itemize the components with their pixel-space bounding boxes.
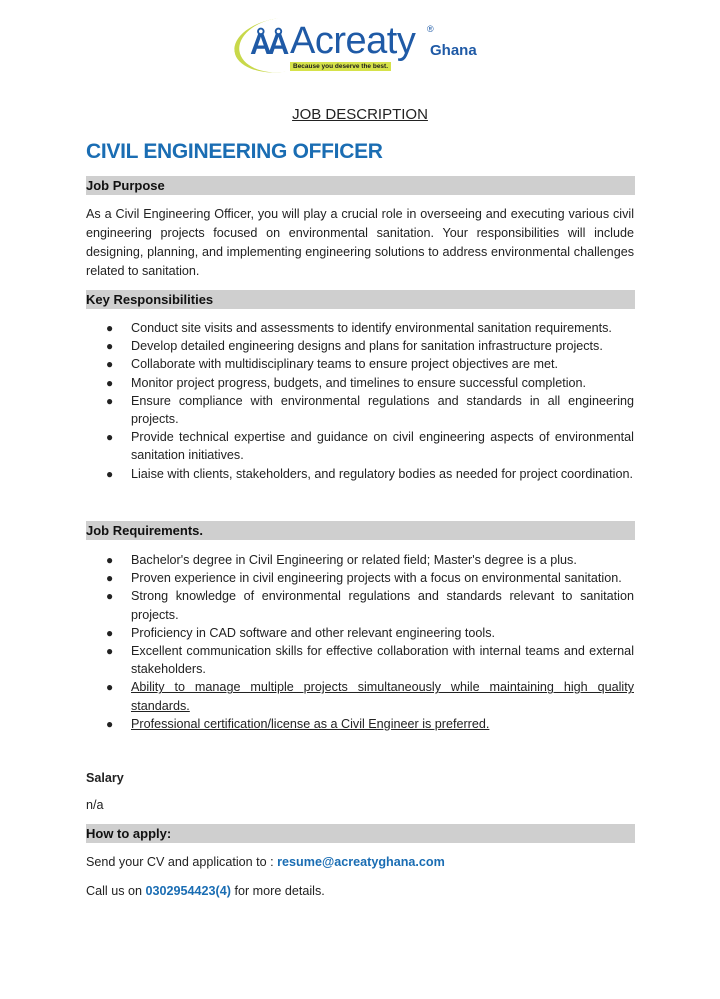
job-title: CIVIL ENGINEERING OFFICER — [86, 140, 383, 163]
section-how-to-apply: How to apply: — [86, 824, 635, 843]
list-item — [86, 465, 634, 483]
bullet-icon: ● — [106, 553, 114, 567]
logo-people-icon: ÅÅ — [250, 28, 286, 61]
list-item — [86, 337, 634, 355]
list-item-text: Develop detailed engineering designs and plans for sanitation infrastructure projects. — [131, 339, 603, 354]
section-job-purpose: Job Purpose — [86, 176, 635, 195]
responsibilities-list — [86, 319, 634, 483]
bullet-icon: ● — [106, 625, 114, 640]
list-item-text: Provide technical expertise and guidance on civil engineering aspects of environmental sanitation initiatives. — [131, 430, 634, 463]
list-item — [86, 319, 634, 337]
logo-brand: Acreaty — [290, 20, 416, 62]
section-key-responsibilities: Key Responsibilities — [86, 290, 635, 309]
apply-email-line — [86, 855, 445, 869]
bullet-icon: ● — [106, 339, 114, 354]
logo-region: Ghana — [430, 42, 477, 59]
bullet-icon: ● — [106, 716, 114, 731]
bullet-icon: ● — [106, 430, 114, 445]
list-item-text: Conduct site visits and assessments to identify environmental sanitation requirements. — [131, 321, 612, 335]
list-item — [86, 715, 634, 733]
apply-call-prefix: Call us on — [86, 884, 146, 898]
list-item-text: Liaise with clients, stakeholders, and regulatory bodies as needed for project coordination. — [131, 466, 633, 481]
list-item-text: Professional certification/license as a Civil Engineer is preferred. — [131, 716, 490, 731]
logo-tagline: Because you deserve the best. — [290, 62, 391, 71]
bullet-icon: ● — [106, 589, 114, 604]
salary-label: Salary — [86, 771, 124, 785]
phone-link[interactable]: 0302954423(4) — [145, 884, 231, 898]
list-item-text: Bachelor's degree in Civil Engineering or related field; Master's degree is a plus. — [131, 553, 577, 567]
document-heading: JOB DESCRIPTION — [292, 106, 428, 123]
list-item — [86, 428, 634, 464]
list-item — [86, 392, 634, 428]
bullet-icon: ● — [106, 321, 114, 335]
list-item-text: Strong knowledge of environmental regulations and standards relevant to sanitation projects. — [131, 589, 634, 622]
email-link[interactable]: resume@acreatyghana.com — [277, 855, 445, 869]
bullet-icon: ● — [106, 644, 114, 659]
list-item-text: Proficiency in CAD software and other relevant engineering tools. — [131, 625, 496, 640]
list-item — [86, 551, 634, 569]
list-item — [86, 624, 634, 642]
list-item — [86, 355, 634, 373]
section-job-requirements: Job Requirements. — [86, 521, 635, 540]
list-item-text: Monitor project progress, budgets, and timelines to ensure successful completion. — [131, 375, 587, 390]
list-item-text: Excellent communication skills for effective collaboration with internal teams and external stakeholders. — [131, 644, 634, 677]
list-item-text: Ability to manage multiple projects simultaneously while maintaining high quality standards. — [131, 680, 634, 713]
bullet-icon: ● — [106, 680, 114, 695]
apply-phone-line — [86, 884, 325, 898]
list-item — [86, 678, 634, 714]
bullet-icon: ● — [106, 393, 114, 408]
company-logo — [234, 14, 494, 74]
list-item — [86, 374, 634, 392]
bullet-icon: ● — [106, 357, 114, 372]
salary-value: n/a — [86, 798, 104, 812]
apply-email-prefix: Send your CV and application to : — [86, 855, 278, 869]
list-item — [86, 587, 634, 623]
apply-call-suffix: for more details. — [230, 884, 325, 898]
list-item-text: Proven experience in civil engineering projects with a focus on environmental sanitation. — [131, 571, 622, 586]
job-purpose-text: As a Civil Engineering Officer, you will play a crucial role in overseeing and executing various civil engineering projects focused on environmental sanitation. Your responsibilities will include designing, planning, and implementing engineering solutions to address environmental challenges related to sanitation. — [86, 207, 634, 278]
requirements-list — [86, 551, 634, 733]
bullet-icon: ● — [106, 571, 114, 586]
list-item-text: Ensure compliance with environmental regulations and standards in all engineering projects. — [131, 393, 634, 427]
logo-registered-mark: ® — [427, 24, 434, 34]
list-item-text: Collaborate with multidisciplinary teams to ensure project objectives are met. — [131, 357, 558, 372]
list-item — [86, 642, 634, 678]
list-item — [86, 569, 634, 587]
bullet-icon: ● — [106, 375, 114, 390]
bullet-icon: ● — [106, 466, 114, 481]
